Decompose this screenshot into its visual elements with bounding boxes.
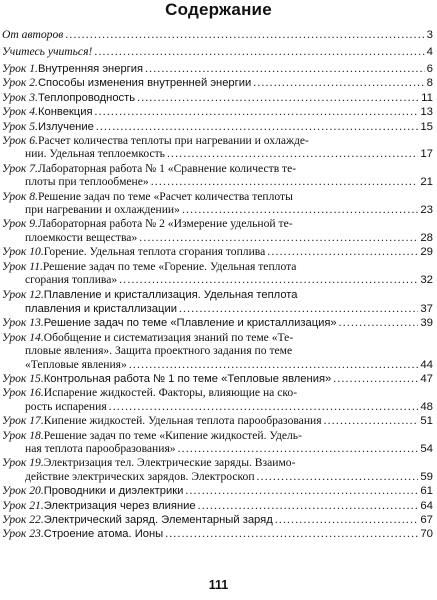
page-number: 111 bbox=[208, 578, 229, 592]
toc-line bbox=[2, 470, 433, 484]
toc-line bbox=[2, 231, 433, 245]
toc-entry-page: 61 bbox=[420, 485, 433, 498]
toc-line bbox=[2, 484, 433, 498]
toc-entry-page: 23 bbox=[420, 204, 433, 217]
dot-leader bbox=[198, 499, 419, 512]
toc-line bbox=[2, 245, 433, 259]
toc-line bbox=[2, 91, 433, 105]
toc-entry-page: 21 bbox=[420, 176, 433, 189]
toc-entry-page: 37 bbox=[420, 302, 433, 315]
dot-leader bbox=[267, 245, 418, 258]
toc-line bbox=[2, 302, 433, 316]
toc-entry-text: Излучение bbox=[37, 120, 94, 133]
toc-entry-label: Урок 16. bbox=[2, 386, 44, 400]
toc-entry-text: Контрольная работа № 1 по теме «Тепловые явления» bbox=[43, 372, 332, 385]
toc-entry-text: Теплопроводность bbox=[37, 91, 136, 104]
dot-leader bbox=[165, 527, 418, 540]
dot-leader bbox=[151, 175, 419, 188]
dot-leader bbox=[333, 372, 418, 385]
toc-entry-label: Урок 3. bbox=[2, 90, 38, 104]
dot-leader bbox=[109, 400, 419, 413]
toc-entry bbox=[0, 162, 437, 190]
dot-leader bbox=[167, 147, 418, 160]
toc-entry bbox=[0, 499, 437, 513]
toc-entry-page: 47 bbox=[420, 372, 433, 385]
toc-entry-text: Расчет количества теплоты при нагревании и охлажде- bbox=[37, 134, 309, 148]
toc-entry-label: Урок 17. bbox=[2, 414, 44, 428]
toc-entry-text: сгорания топлива» bbox=[25, 273, 118, 287]
toc-entry-text: Электризация через влияние bbox=[43, 499, 196, 512]
toc-entry-label: Урок 8. bbox=[2, 189, 38, 203]
toc-entry-text: при нагревании и охлаждении» bbox=[25, 203, 180, 217]
page-title: Содержание bbox=[165, 0, 272, 19]
toc-entry-label: Урок 14. bbox=[2, 330, 44, 344]
toc-entry-page: 59 bbox=[420, 470, 433, 483]
dot-leader bbox=[95, 105, 419, 118]
toc-entry-text: Испарение жидкостей. Факторы, влияющие на ско- bbox=[43, 386, 298, 400]
toc-line bbox=[2, 134, 433, 147]
toc-entry bbox=[0, 45, 437, 59]
toc-entry bbox=[0, 62, 437, 76]
toc-entry bbox=[0, 484, 437, 498]
toc-entry bbox=[0, 372, 437, 386]
toc-entry bbox=[0, 120, 437, 134]
toc-entry bbox=[0, 245, 437, 259]
toc-entry-label: Урок 5. bbox=[2, 119, 38, 133]
toc-line bbox=[2, 331, 433, 344]
toc-entry-text: Решение задач по теме «Расчет количества теплоты bbox=[37, 189, 293, 203]
toc-line bbox=[2, 288, 433, 302]
toc-entry bbox=[0, 331, 437, 372]
toc-line bbox=[2, 175, 433, 189]
toc-line bbox=[2, 513, 433, 527]
toc-entry-label: Урок 7. bbox=[2, 161, 38, 175]
toc-entry-label: Урок 18. bbox=[2, 428, 44, 442]
toc-entry bbox=[0, 414, 437, 428]
dot-leader bbox=[185, 484, 418, 497]
toc-entry-label: Урок 20. bbox=[2, 484, 44, 498]
toc-entry-label: Урок 4. bbox=[2, 105, 38, 119]
toc-entry-label: Урок 1. bbox=[2, 62, 38, 75]
dot-leader bbox=[137, 91, 419, 104]
toc-entry bbox=[0, 134, 437, 162]
toc-entry bbox=[0, 91, 437, 105]
toc-line bbox=[2, 76, 433, 90]
toc-entry-text: пловые явления». Защита проектного задания по теме bbox=[25, 344, 293, 358]
toc-entry-text: Решение задач по теме «Горение. Удельная теплота bbox=[42, 259, 297, 273]
toc-entry-text: Внутренняя энергия bbox=[37, 63, 144, 75]
toc-entry bbox=[0, 105, 437, 119]
toc-entry-page: 67 bbox=[420, 514, 433, 526]
toc-entry-text: Проводники и диэлектрики bbox=[43, 485, 184, 498]
dot-leader bbox=[129, 358, 419, 371]
toc-entry-page: 6 bbox=[426, 63, 433, 75]
toc-entry-label: Урок 10. bbox=[2, 245, 44, 259]
toc-entry-page: 54 bbox=[420, 442, 433, 455]
toc-entry-page: 8 bbox=[426, 77, 433, 90]
toc-line bbox=[2, 527, 433, 541]
toc-entry-page: 51 bbox=[420, 415, 433, 428]
toc-line bbox=[2, 442, 433, 456]
toc-entry bbox=[0, 527, 437, 541]
dot-leader bbox=[145, 62, 425, 75]
toc-entry-page: 13 bbox=[420, 106, 433, 119]
dot-leader bbox=[182, 203, 418, 216]
toc-entry-label: Урок 9. bbox=[2, 217, 38, 231]
toc-entry bbox=[0, 513, 437, 527]
toc-entry-page: 64 bbox=[420, 499, 433, 512]
toc-line bbox=[2, 105, 433, 119]
toc-line bbox=[2, 372, 433, 386]
toc-entry-label: От авторов bbox=[2, 28, 64, 41]
toc-entry-text: Лабораторная работа № 1 «Сравнение количеств те- bbox=[37, 161, 297, 175]
dot-leader bbox=[324, 414, 419, 427]
dot-leader bbox=[275, 513, 419, 526]
dot-leader bbox=[179, 302, 418, 315]
toc-entry-label: Урок 11. bbox=[2, 259, 43, 273]
dot-leader bbox=[253, 76, 424, 89]
dot-leader bbox=[65, 28, 424, 41]
toc-entry bbox=[0, 456, 437, 484]
table-of-contents bbox=[0, 28, 437, 542]
toc-entry-text: Лабораторная работа № 2 «Измерение удельной те- bbox=[37, 217, 293, 231]
toc-entry-label: Урок 22. bbox=[2, 513, 44, 526]
dot-leader bbox=[257, 470, 419, 483]
toc-entry bbox=[0, 316, 437, 330]
toc-line bbox=[2, 190, 433, 203]
toc-entry bbox=[0, 260, 437, 288]
toc-entry-text: Решение задач по теме «Кипение жидкостей. Удель- bbox=[43, 428, 302, 442]
toc-entry-text: плоемкости вещества» bbox=[25, 230, 138, 244]
toc-line bbox=[2, 147, 433, 161]
toc-line bbox=[2, 499, 433, 513]
toc-line bbox=[2, 28, 433, 42]
toc-line bbox=[2, 456, 433, 469]
toc-entry-text: Строение атома. Ионы bbox=[43, 528, 164, 541]
toc-entry-page: 70 bbox=[420, 528, 433, 541]
toc-entry-text: плоты при теплообмене» bbox=[25, 175, 149, 189]
toc-entry-page: 28 bbox=[420, 231, 433, 244]
toc-entry-page: 11 bbox=[421, 91, 433, 104]
toc-entry bbox=[0, 217, 437, 245]
toc-line bbox=[2, 316, 433, 330]
toc-entry-label: Урок 12. bbox=[2, 287, 44, 301]
toc-entry-page: 15 bbox=[420, 120, 433, 133]
toc-entry-text: Конвекция bbox=[37, 106, 93, 119]
toc-entry-label: Урок 6. bbox=[2, 134, 38, 148]
toc-entry-page: 4 bbox=[426, 46, 433, 58]
toc-entry-label: Урок 19. bbox=[2, 456, 44, 470]
dot-leader bbox=[119, 273, 418, 286]
dot-leader bbox=[96, 120, 419, 133]
dot-leader bbox=[94, 45, 424, 58]
toc-entry-text: рость испарения bbox=[25, 399, 107, 413]
toc-entry bbox=[0, 28, 437, 42]
toc-entry-text: Электрический заряд. Элементарный заряд bbox=[43, 514, 273, 526]
toc-entry-page: 29 bbox=[420, 246, 433, 259]
toc-entry-text: плавления и кристаллизации bbox=[25, 302, 177, 315]
toc-entry-label: Урок 2. bbox=[2, 76, 38, 90]
toc-entry-text: «Тепловые явления» bbox=[25, 357, 127, 371]
toc-entry-label: Урок 15. bbox=[2, 371, 44, 385]
toc-line bbox=[2, 120, 433, 134]
toc-entry bbox=[0, 429, 437, 457]
toc-entry-page: 17 bbox=[420, 148, 433, 161]
toc-entry-page: 44 bbox=[420, 358, 433, 371]
toc-entry bbox=[0, 386, 437, 414]
toc-line bbox=[2, 358, 433, 372]
toc-line bbox=[2, 344, 433, 357]
dot-leader bbox=[178, 442, 419, 455]
toc-entry-label: Урок 23. bbox=[2, 527, 44, 541]
dot-leader bbox=[339, 316, 419, 329]
toc-line bbox=[2, 203, 433, 217]
toc-line bbox=[2, 45, 433, 59]
toc-entry bbox=[0, 76, 437, 90]
toc-line bbox=[2, 429, 433, 442]
toc-entry-page: 39 bbox=[420, 317, 433, 330]
toc-line bbox=[2, 400, 433, 414]
dot-leader bbox=[139, 231, 418, 244]
toc-line bbox=[2, 273, 433, 287]
toc-entry-label: Урок 21. bbox=[2, 498, 44, 512]
toc-line bbox=[2, 162, 433, 175]
toc-entry-text: Кипение жидкостей. Удельная теплота парообразования bbox=[43, 414, 322, 428]
toc-line bbox=[2, 62, 433, 76]
toc-line bbox=[2, 217, 433, 230]
toc-line bbox=[2, 386, 433, 399]
toc-entry bbox=[0, 288, 437, 317]
toc-entry-text: Обобщение и систематизация знаний по теме «Те- bbox=[43, 330, 294, 344]
toc-entry-text: нии. Удельная теплоемкость bbox=[25, 147, 165, 161]
toc-line bbox=[2, 414, 433, 428]
toc-entry-page: 32 bbox=[420, 274, 433, 287]
toc-entry-text: действие электрических зарядов. Электроскоп bbox=[25, 469, 255, 483]
toc-entry-text: ная теплота парообразования» bbox=[25, 441, 176, 455]
toc-line bbox=[2, 260, 433, 273]
toc-entry-text: Способы изменения внутренней энергии bbox=[37, 77, 252, 90]
toc-entry-label: Урок 13. bbox=[2, 316, 44, 330]
toc-entry-label: Учитесь учиться! bbox=[2, 45, 93, 58]
toc-entry-text: Горение. Удельная теплота сгорания топлива bbox=[43, 245, 266, 259]
toc-entry-text: Решение задач по теме «Плавление и кристаллизация» bbox=[43, 317, 337, 330]
toc-entry-text: Плавление и кристаллизация. Удельная теплота bbox=[43, 288, 298, 301]
toc-entry-page: 3 bbox=[426, 29, 433, 41]
toc-entry bbox=[0, 190, 437, 218]
toc-entry-text: Электризация тел. Электрические заряды. Взаимо- bbox=[43, 456, 296, 470]
toc-entry-page: 48 bbox=[420, 400, 433, 413]
